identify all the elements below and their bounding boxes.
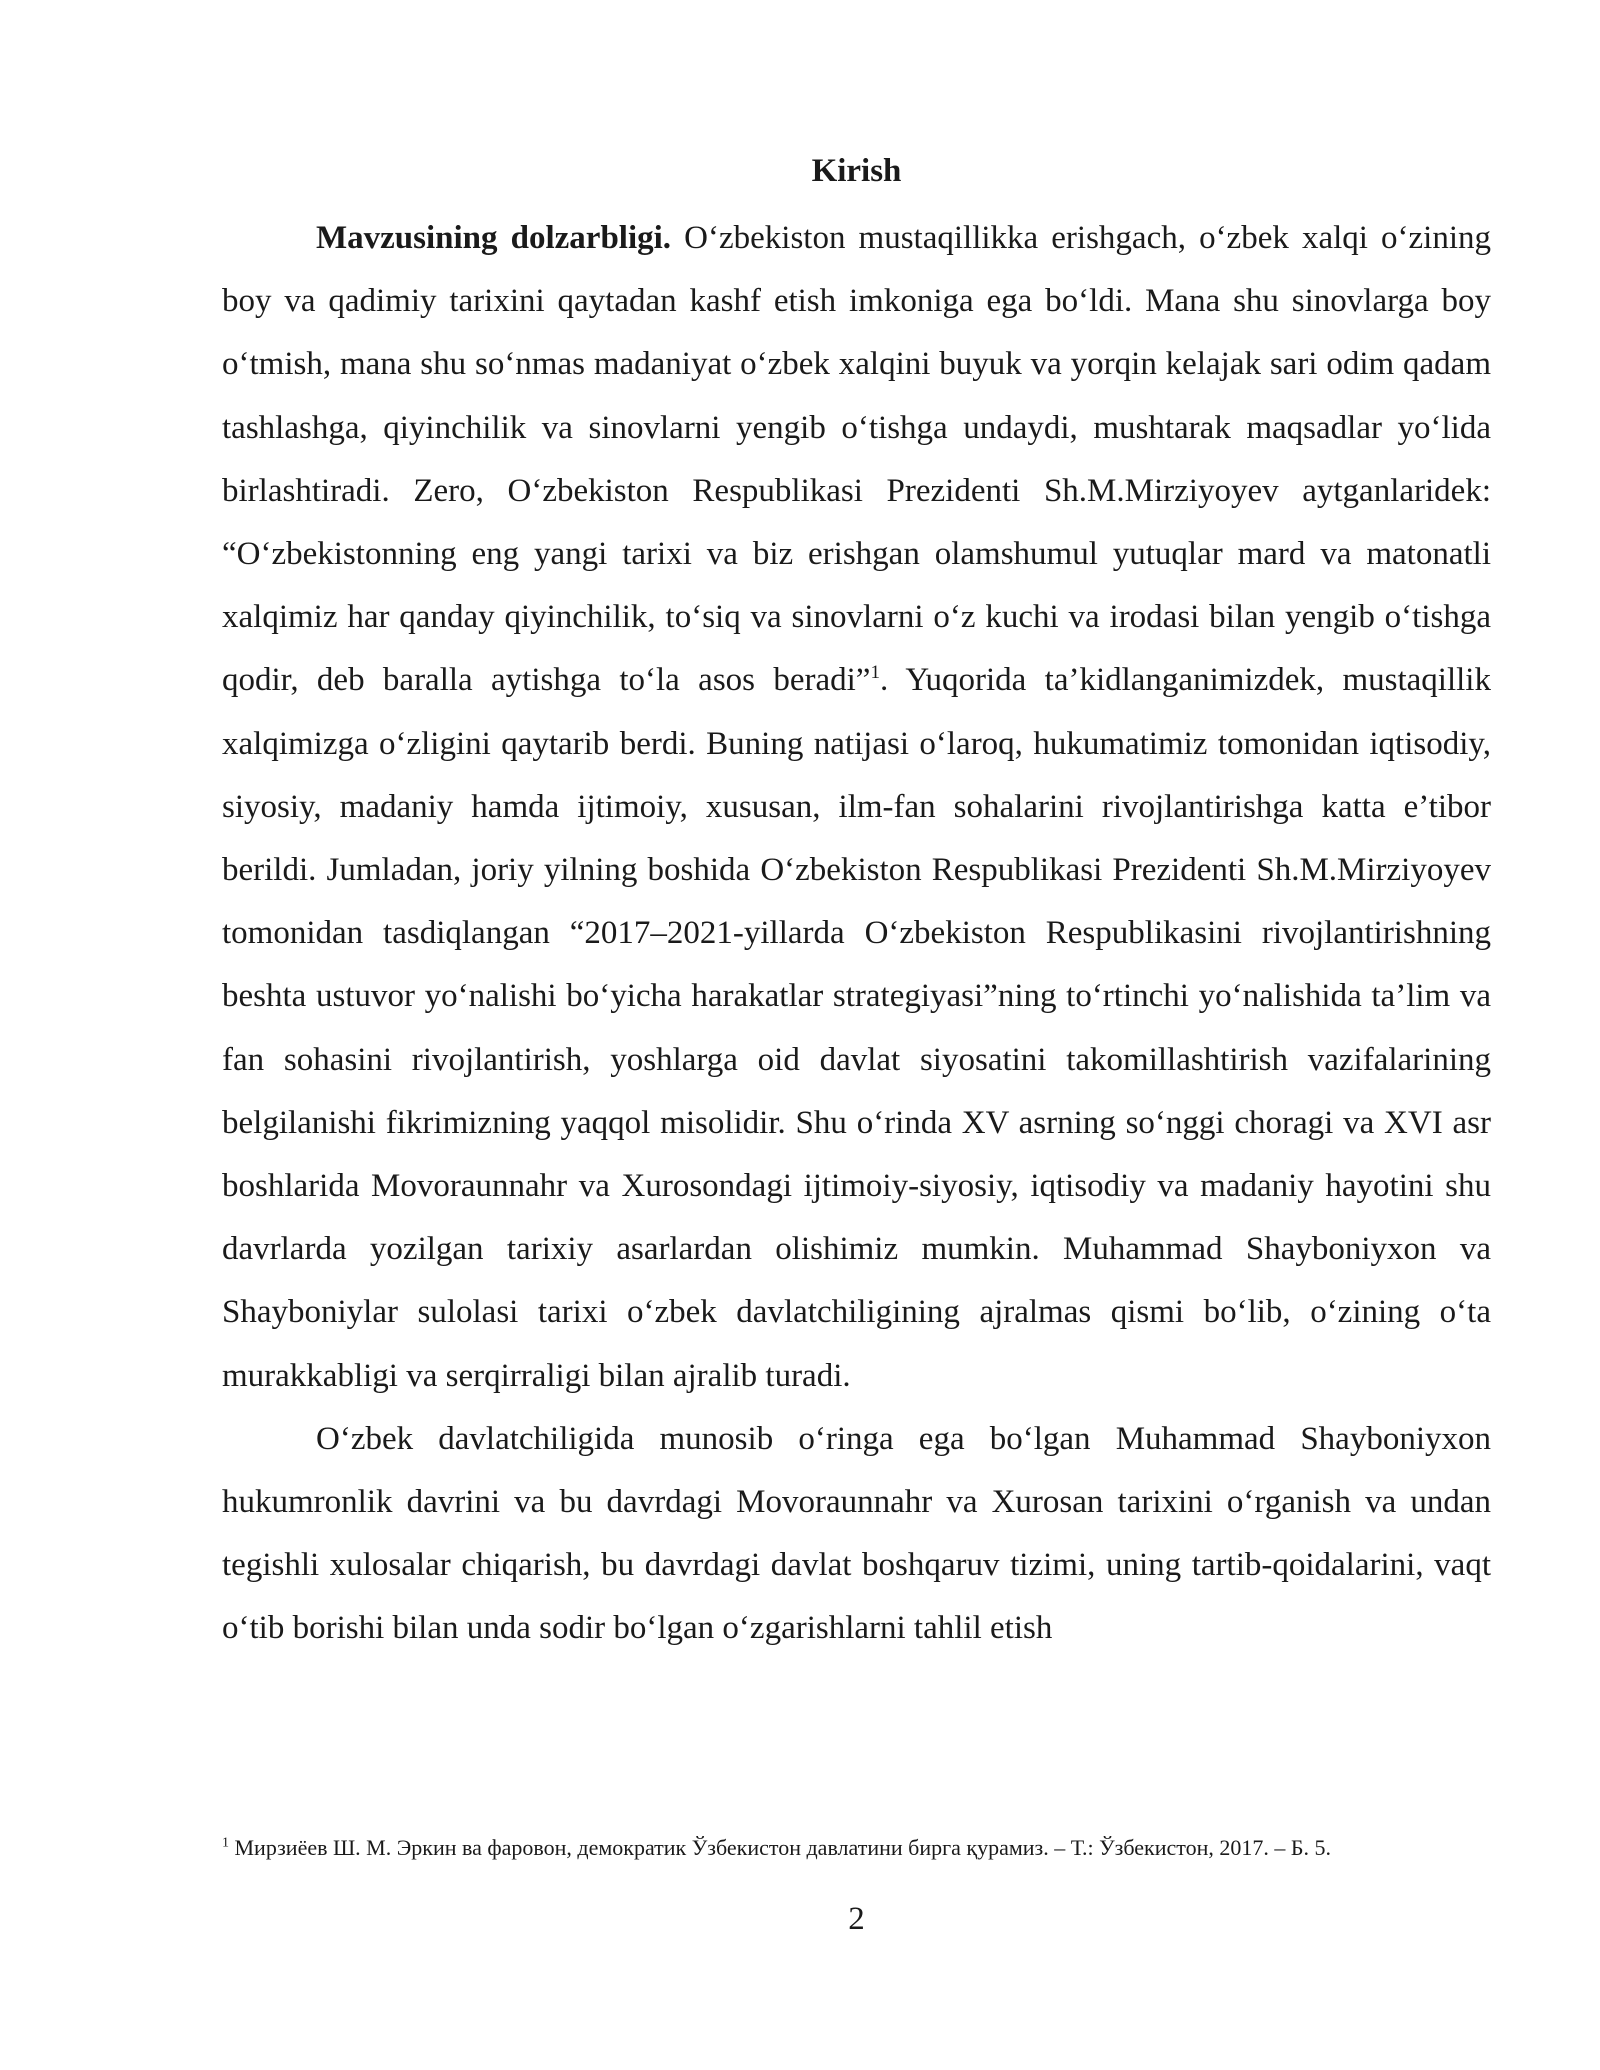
footnote-reference[interactable]: 1 xyxy=(870,662,880,684)
section-title: Kirish xyxy=(811,153,902,189)
body-text xyxy=(222,207,1491,1661)
paragraph-relevance xyxy=(222,207,1491,1408)
footnote xyxy=(222,1833,1491,1863)
paragraph-shayboniyxon: O‘zbek davlatchiligida munosib o‘ringa ega bo‘lgan Muhammad Shayboniyxon hukumronlik davrini va bu davrdagi Movoraunnahr va Xurosan tarixini o‘rganish va undan tegishli xulosalar chiqarish, bu davrdagi davlat boshqaruv tizimi, uning tartib-qoidalarini, vaqt o‘tib borishi bilan unda sodir bo‘lgan o‘zgarishlarni tahlil etish xyxy=(222,1420,1491,1647)
footnote-text: Мирзиёев Ш. М. Эркин ва фаровон, демократик Ўзбекистон давлатини бирга қурамиз. – Т.: Ўзбекистон, 2017. – Б. 5. xyxy=(229,1835,1331,1860)
paragraph-text: O‘zbekiston mustaqillikka erishgach, o‘zbek xalqi o‘zining boy va qadimiy tarixini qaytadan kashf etish imkoniga ega bo‘ldi. Mana shu sinovlarga boy o‘tmish, mana shu so‘nmas madaniyat o‘zbek xalqini buyuk va yorqin kelajak sari odim qadam tashlashga, qiyinchilik va sinovlarni yengib o‘tishga undaydi, mushtarak maqsadlar yo‘lida birlashtiradi. Zero, O‘zbekiston Respublikasi Prezidenti Sh.M.Mirziyoyev aytganlaridek: “O‘zbekistonning eng yangi tarixi va biz erishgan olamshumul yutuqlar mard va matonatli xalqimiz har qanday qiyinchilik, to‘siq va sinovlarni o‘z kuchi va irodasi bilan yengib o‘tishga qodir, deb baralla aytishga to‘la asos beradi” xyxy=(222,220,1491,699)
page-number: 2 xyxy=(848,1901,865,1937)
paragraph-lead: Mavzusining dolzarbligi. xyxy=(316,220,672,256)
footnote-number: 1 xyxy=(222,1835,229,1851)
paragraph-text-continued: . Yuqorida ta’kidlanganimizdek, mustaqillik xalqimizga o‘zligini qaytarib berdi. Buning natijasi o‘laroq, hukumatimiz tomonidan iqtisodiy, siyosiy, madaniy hamda ijtimoiy, xususan, ilm-fan sohalarini rivojlantirishga katta e’tibor berildi. Jumladan, joriy yilning boshida O‘zbekiston Respublikasi Prezidenti Sh.M.Mirziyoyev tomonidan tasdiqlangan “2017–2021-yillarda O‘zbekiston Respublikasini rivojlantirishning beshta ustuvor yo‘nalishi bo‘yicha harakatlar strategiyasi”ning to‘rtinchi yo‘nalishida ta’lim va fan sohasini rivojlantirish, yoshlarga oid davlat siyosatini takomillashtirish vazifalarining belgilanishi fikrimizning yaqqol misolidir. Shu o‘rinda XV asrning so‘nggi choragi va XVI asr boshlarida Movoraunnahr va Xurosondagi ijtimoiy-siyosiy, iqtisodiy va madaniy hayotini shu davrlarda yozilgan tarixiy asarlardan olishimiz mumkin. Muhammad Shayboniyxon va Shayboniylar sulolasi tarixi o‘zbek davlatchiligining ajralmas qismi bo‘lib, o‘zining o‘ta murakkabligi va serqirraligi bilan ajralib turadi. xyxy=(222,662,1491,1394)
